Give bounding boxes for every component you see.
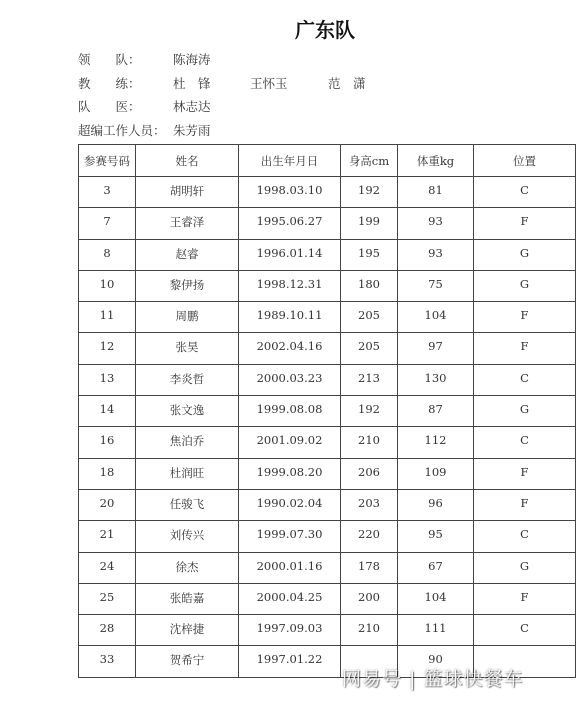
cell-jersey-number: 3 [79, 177, 136, 208]
cell-birthdate: 2000.04.25 [239, 583, 341, 614]
cell-weight: 81 [398, 177, 474, 208]
table-row [79, 615, 576, 646]
cell-height: 195 [341, 239, 398, 270]
cell-weight: 75 [398, 270, 474, 301]
cell-name: 徐杰 [136, 552, 239, 583]
cell-position: F [474, 583, 576, 614]
cell-jersey-number: 12 [79, 333, 136, 364]
cell-name: 黎伊扬 [136, 270, 239, 301]
table-row [79, 552, 576, 583]
cell-position: G [474, 552, 576, 583]
cell-position: C [474, 615, 576, 646]
cell-name: 沈梓捷 [136, 615, 239, 646]
cell-weight: 104 [398, 302, 474, 333]
cell-position: C [474, 521, 576, 552]
staff-name: 林志达 [173, 99, 211, 115]
cell-name: 王睿泽 [136, 208, 239, 239]
cell-name: 张昊 [136, 333, 239, 364]
table-row [79, 364, 576, 395]
header-jersey-number: 参赛号码 [79, 145, 136, 177]
cell-birthdate: 1999.07.30 [239, 521, 341, 552]
cell-height: 203 [341, 489, 398, 520]
cell-jersey-number: 24 [79, 552, 136, 583]
cell-weight: 96 [398, 489, 474, 520]
cell-position: C [474, 427, 576, 458]
table-header-row [79, 145, 576, 177]
table-row [79, 208, 576, 239]
cell-name: 刘传兴 [136, 521, 239, 552]
cell-weight: 93 [398, 208, 474, 239]
cell-height: 180 [341, 270, 398, 301]
cell-birthdate: 1997.01.22 [239, 646, 341, 677]
cell-birthdate: 1999.08.20 [239, 458, 341, 489]
cell-position: G [474, 239, 576, 270]
cell-height: 178 [341, 552, 398, 583]
cell-weight: 95 [398, 521, 474, 552]
header-position: 位置 [474, 145, 576, 177]
table-row [79, 427, 576, 458]
cell-weight: 90 [398, 646, 474, 677]
roster-body [79, 177, 576, 678]
cell-name: 任骏飞 [136, 489, 239, 520]
cell-position: F [474, 333, 576, 364]
cell-weight: 112 [398, 427, 474, 458]
cell-height: 206 [341, 458, 398, 489]
cell-jersey-number: 7 [79, 208, 136, 239]
cell-birthdate: 2000.03.23 [239, 364, 341, 395]
cell-name: 李炎哲 [136, 364, 239, 395]
cell-height: 199 [341, 208, 398, 239]
cell-jersey-number: 20 [79, 489, 136, 520]
cell-name: 周鹏 [136, 302, 239, 333]
staff-name: 范 潇 [328, 75, 366, 91]
cell-birthdate: 1998.12.31 [239, 270, 341, 301]
cell-position: F [474, 302, 576, 333]
cell-jersey-number: 13 [79, 364, 136, 395]
cell-weight: 93 [398, 239, 474, 270]
cell-birthdate: 2002.04.16 [239, 333, 341, 364]
cell-name: 贺希宁 [136, 646, 239, 677]
cell-name: 焦泊乔 [136, 427, 239, 458]
cell-position: G [474, 270, 576, 301]
cell-height: 192 [341, 396, 398, 427]
cell-weight: 87 [398, 396, 474, 427]
cell-birthdate: 1997.09.03 [239, 615, 341, 646]
cell-position: F [474, 489, 576, 520]
table-row [79, 489, 576, 520]
cell-birthdate: 1990.02.04 [239, 489, 341, 520]
page-title: 广东队 [295, 18, 355, 42]
header-weight: 体重kg [398, 145, 474, 177]
table-row [79, 333, 576, 364]
table-row [79, 583, 576, 614]
table-row [79, 177, 576, 208]
cell-weight: 130 [398, 364, 474, 395]
staff-label: 教 练： [78, 75, 141, 91]
cell-position: G [474, 396, 576, 427]
roster-table [78, 144, 576, 678]
cell-height: 205 [341, 302, 398, 333]
cell-position: F [474, 458, 576, 489]
staff-label: 队 医： [78, 99, 141, 115]
cell-birthdate: 1998.03.10 [239, 177, 341, 208]
cell-birthdate: 1999.08.08 [239, 396, 341, 427]
cell-birthdate: 2000.01.16 [239, 552, 341, 583]
table-row [79, 239, 576, 270]
watermark: 网易号 | 篮球快餐车 [342, 668, 524, 690]
cell-height: 205 [341, 333, 398, 364]
table-row [79, 302, 576, 333]
cell-name: 杜润旺 [136, 458, 239, 489]
cell-position: C [474, 177, 576, 208]
cell-birthdate: 2001.09.02 [239, 427, 341, 458]
cell-weight: 67 [398, 552, 474, 583]
cell-birthdate: 1995.06.27 [239, 208, 341, 239]
cell-position: C [474, 364, 576, 395]
staff-label: 超编工作人员： [78, 123, 166, 139]
cell-name: 张皓嘉 [136, 583, 239, 614]
cell-name: 胡明轩 [136, 177, 239, 208]
table-row [79, 396, 576, 427]
staff-name: 杜 锋 [173, 75, 211, 91]
cell-jersey-number: 8 [79, 239, 136, 270]
cell-height: 192 [341, 177, 398, 208]
cell-jersey-number: 14 [79, 396, 136, 427]
cell-height: 213 [341, 364, 398, 395]
cell-jersey-number: 16 [79, 427, 136, 458]
cell-birthdate: 1989.10.11 [239, 302, 341, 333]
staff-label: 领 队： [78, 52, 141, 67]
cell-jersey-number: 10 [79, 270, 136, 301]
cell-weight: 111 [398, 615, 474, 646]
staff-name: 陈海涛 [173, 52, 211, 67]
cell-jersey-number: 28 [79, 615, 136, 646]
staff-name: 王怀玉 [250, 75, 288, 91]
cell-height: 210 [341, 615, 398, 646]
cell-name: 赵睿 [136, 239, 239, 270]
cell-jersey-number: 25 [79, 583, 136, 614]
staff-name: 朱芳雨 [173, 123, 211, 139]
cell-position: F [474, 208, 576, 239]
cell-weight: 109 [398, 458, 474, 489]
table-row [79, 458, 576, 489]
cell-height: 210 [341, 427, 398, 458]
cell-weight: 104 [398, 583, 474, 614]
cell-jersey-number: 11 [79, 302, 136, 333]
header-birthdate: 出生年月日 [239, 145, 341, 177]
cell-height: 220 [341, 521, 398, 552]
table-row [79, 521, 576, 552]
cell-jersey-number: 21 [79, 521, 136, 552]
header-height: 身高cm [341, 145, 398, 177]
cell-jersey-number: 33 [79, 646, 136, 677]
header-name: 姓名 [136, 145, 239, 177]
cell-jersey-number: 18 [79, 458, 136, 489]
cell-name: 张文逸 [136, 396, 239, 427]
table-row [79, 270, 576, 301]
cell-birthdate: 1996.01.14 [239, 239, 341, 270]
cell-weight: 97 [398, 333, 474, 364]
cell-height: 200 [341, 583, 398, 614]
